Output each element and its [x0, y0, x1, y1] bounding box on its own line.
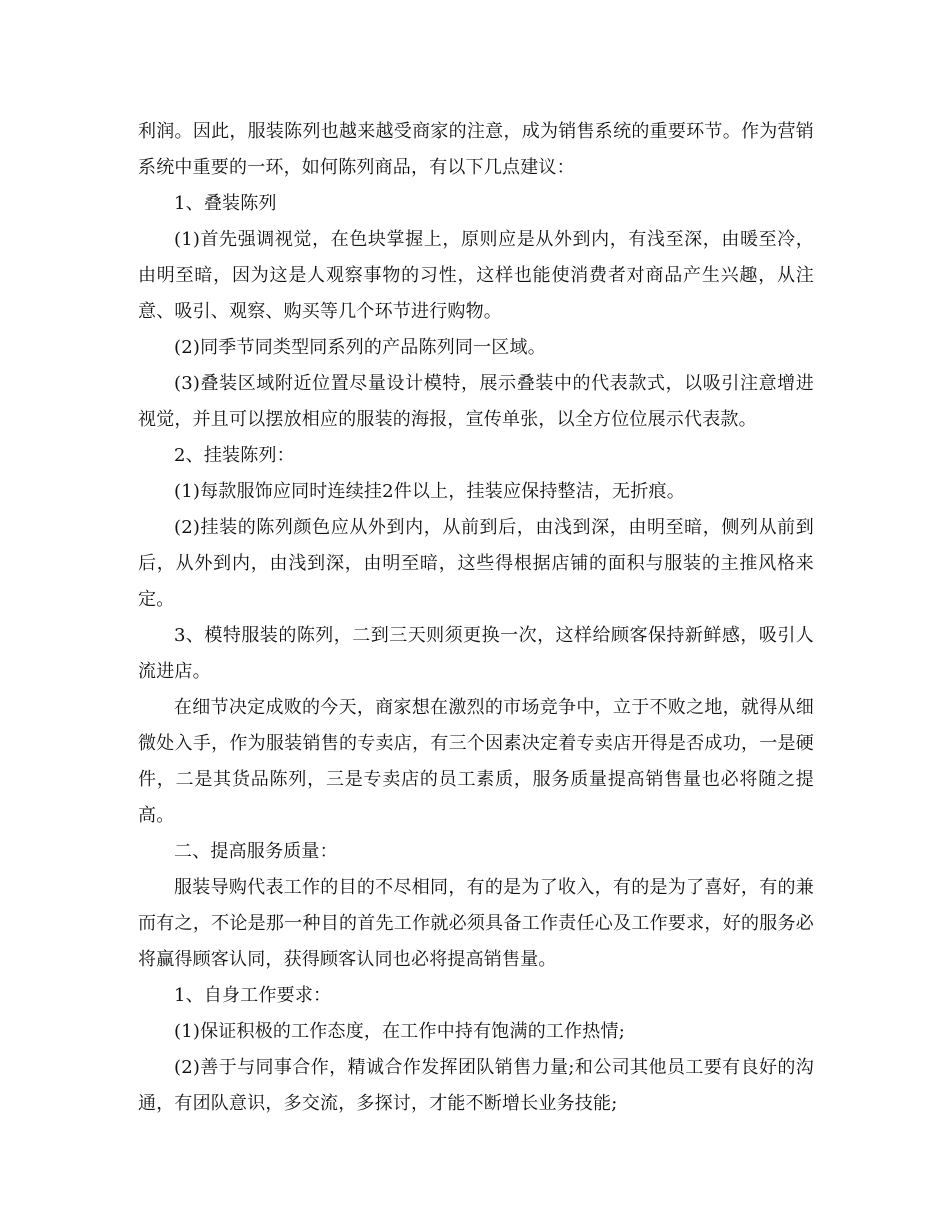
paragraph-intro: 利润。因此，服装陈列也越来越受商家的注意，成为销售系统的重要环节。作为营销系统中重要的一环，如何陈列商品，有以下几点建议： — [138, 121, 814, 178]
paragraph-hanging-2: (2)挂装的陈列颜色应从外到内，从前到后，由浅到深，由明至暗，侧列从前到后，从外到内，由浅到深，由明至暗，这些得根据店铺的面积与服装的主推风格来定。 — [138, 517, 814, 610]
heading-service-quality: 二、提高服务质量： — [174, 841, 338, 862]
paragraph-stacked-2: (2)同季节同类型同系列的产品陈列同一区域。 — [174, 337, 546, 358]
heading-self-requirements: 1、自身工作要求： — [174, 985, 332, 1006]
paragraph-service-intro: 服装导购代表工作的目的不尽相同，有的是为了收入，有的是为了喜好，有的兼而有之，不论是那一种目的首先工作就必须具备工作责任心及工作要求，好的服务必将赢得顾客认同，获得顾客认同也必将提高销售量。 — [138, 877, 814, 970]
paragraph-model-display: 3、模特服装的陈列，二到三天则须更换一次，这样给顾客保持新鲜感，吸引人流进店。 — [138, 625, 814, 682]
paragraph-requirement-1: (1)保证积极的工作态度，在工作中持有饱满的工作热情; — [174, 1021, 625, 1042]
paragraph-requirement-2: (2)善于与同事合作，精诚合作发挥团队销售力量;和公司其他员工要有良好的沟通，有团队意识，多交流，多探讨，才能不断增长业务技能; — [138, 1057, 814, 1114]
paragraph-stacked-1: (1)首先强调视觉，在色块掌握上，原则应是从外到内，有浅至深，由暖至冷，由明至暗，因为这是人观察事物的习性，这样也能使消费者对商品产生兴趣，从注意、吸引、观察、购买等几个环节进行购物。 — [138, 229, 814, 322]
document-page — [138, 114, 814, 1122]
heading-hanging-display: 2、挂装陈列： — [174, 445, 295, 466]
paragraph-details: 在细节决定成败的今天，商家想在激烈的市场竞争中，立于不败之地，就得从细微处入手，作为服装销售的专卖店，有三个因素决定着专卖店开得是否成功，一是硬件，二是其货品陈列，三是专卖店的员工素质，服务质量提高销售量也必将随之提高。 — [138, 697, 814, 826]
paragraph-hanging-1: (1)每款服饰应同时连续挂2件以上，挂装应保持整洁，无折痕。 — [174, 481, 685, 502]
heading-stacked-display: 1、叠装陈列 — [174, 193, 277, 214]
paragraph-stacked-3: (3)叠装区域附近位置尽量设计模特，展示叠装中的代表款式，以吸引注意增进视觉，并且可以摆放相应的服装的海报，宣传单张，以全方位位展示代表款。 — [138, 373, 814, 430]
